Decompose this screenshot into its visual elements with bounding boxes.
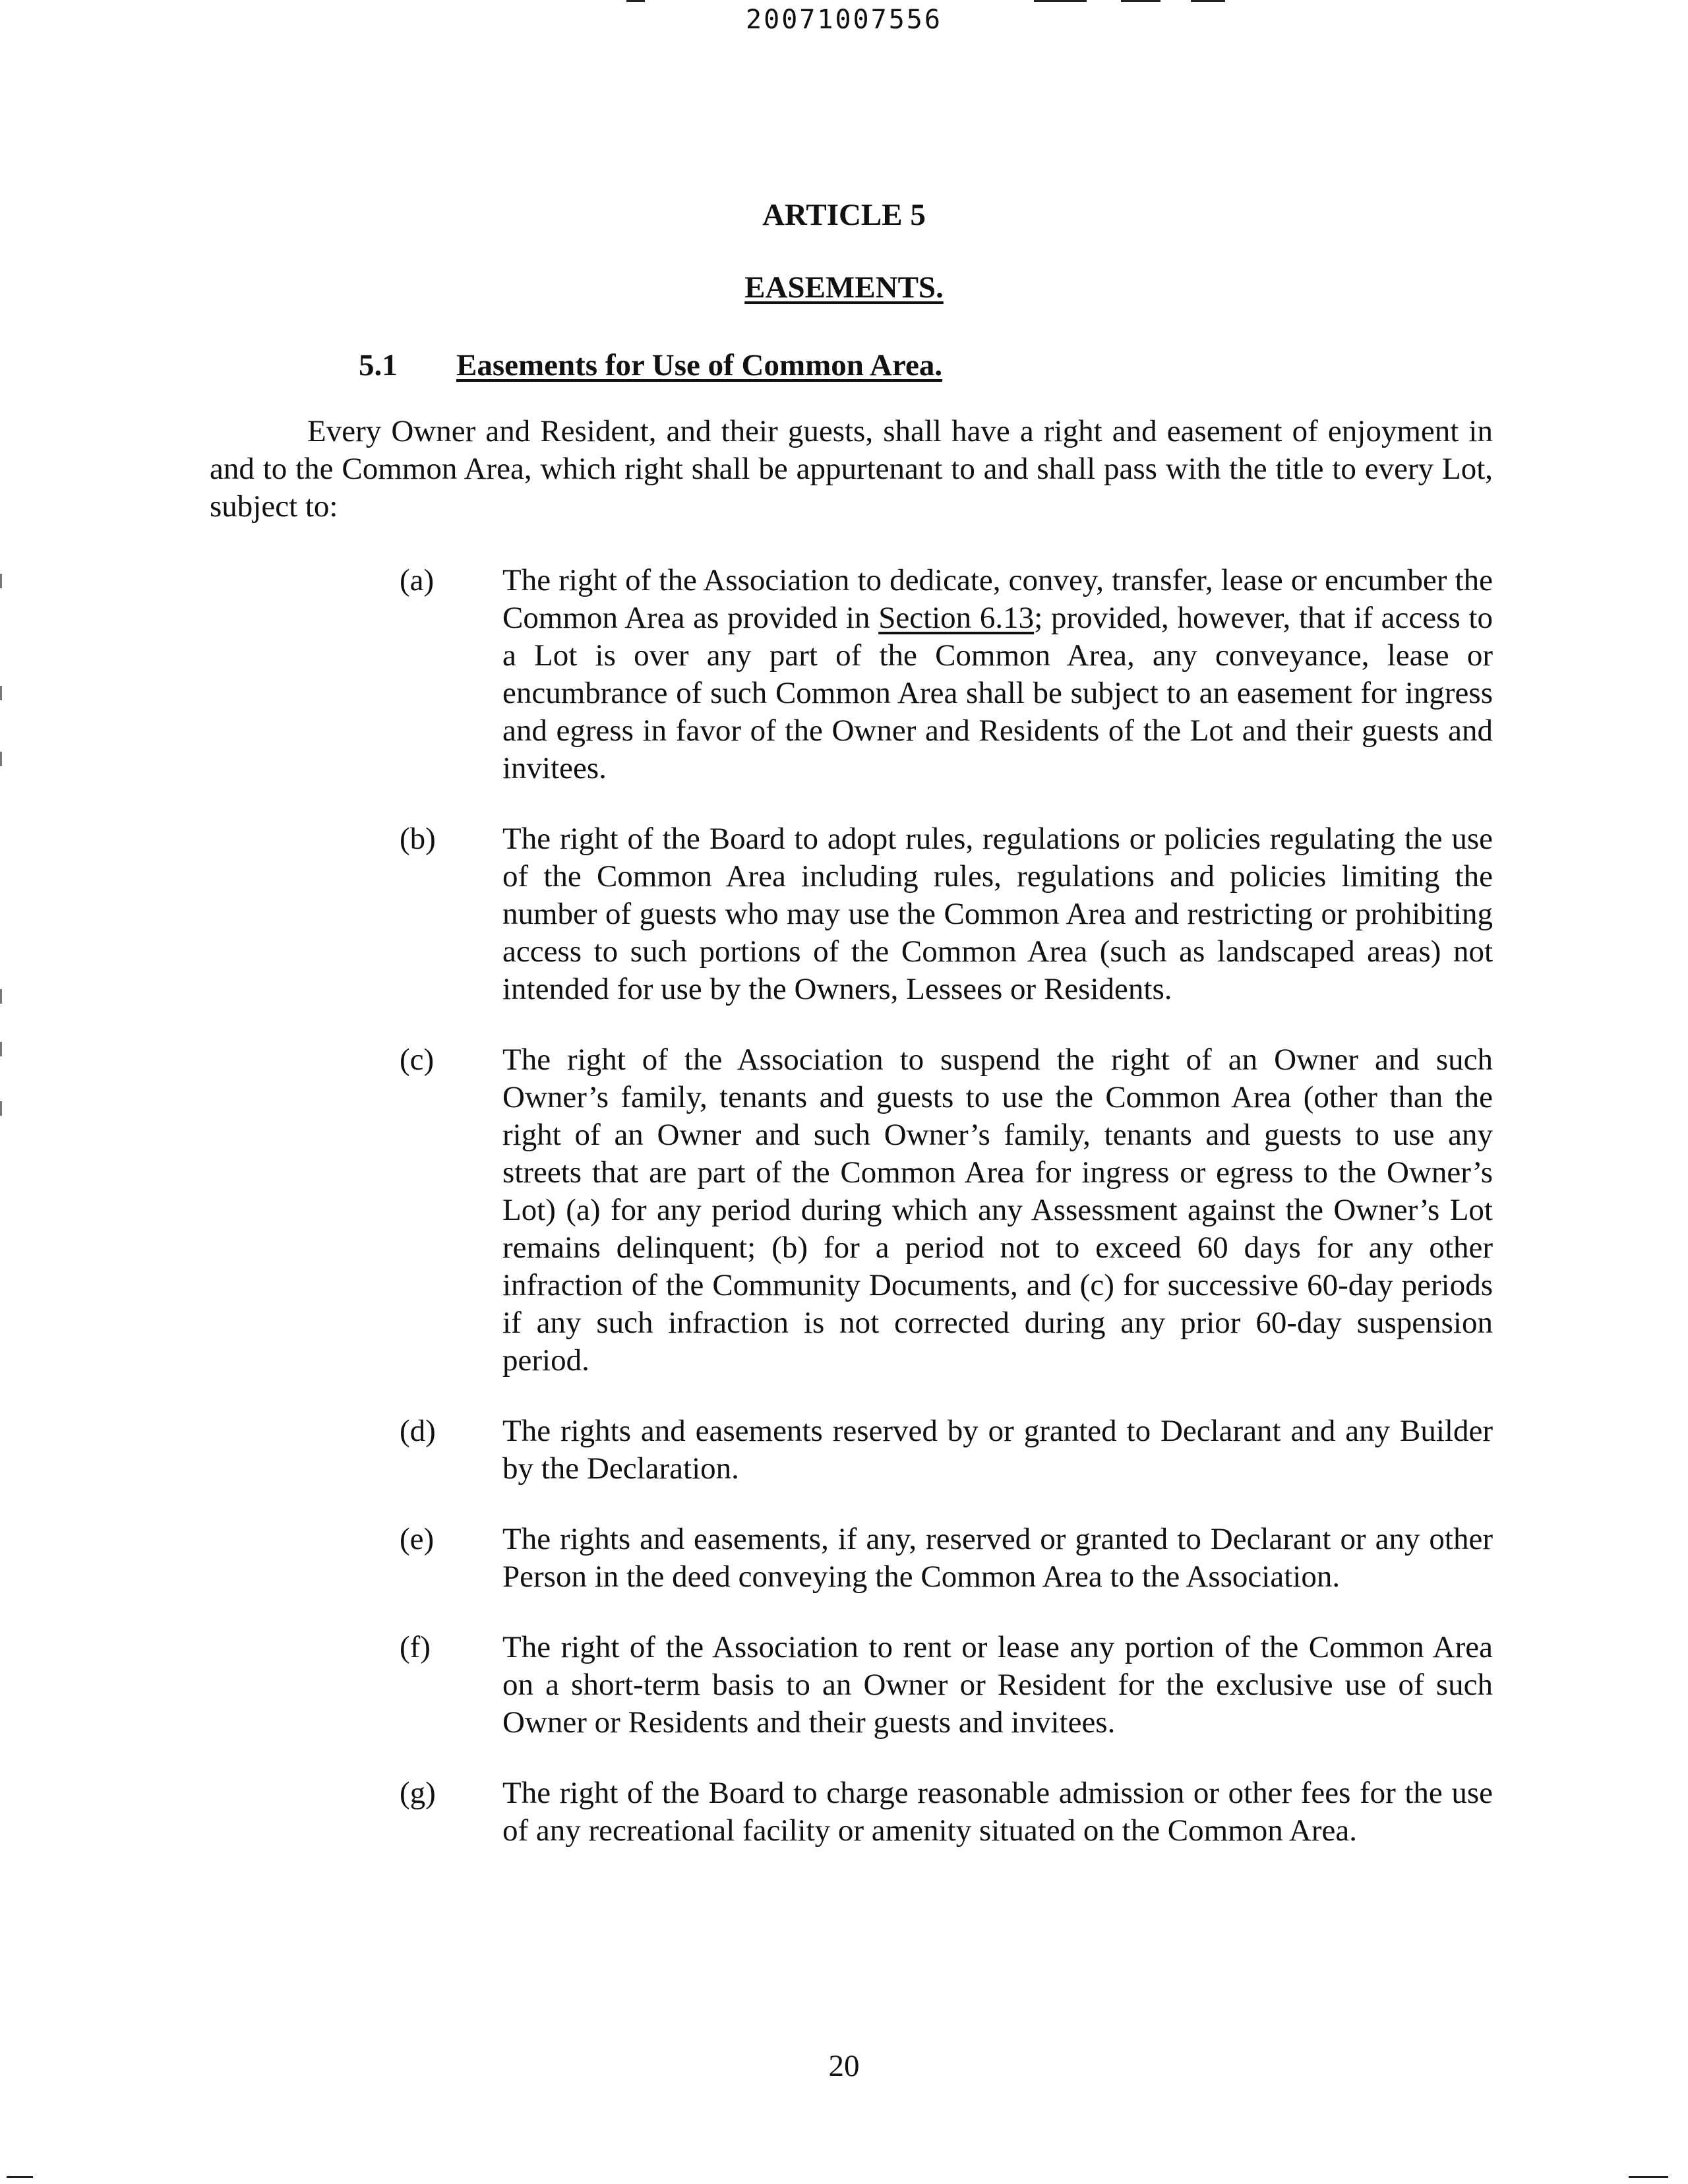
page-number: 20 [828,2049,860,2083]
list-item [0,1774,1688,1850]
list-item-label: (f) [400,1630,431,1664]
list-item-label: (g) [400,1776,436,1810]
list-item [0,1412,1688,1488]
easement-list [0,562,1688,1883]
list-item [0,1041,1688,1380]
list-item-text: The right of the Board to charge reasonable admission or other fees for the use of any recreational facility or amenity situated on the Common Area. [502,1776,1493,1848]
document-number: 20071007556 [746,5,942,35]
list-item-text: The rights and easements, if any, reserved or granted to Declarant or any other Person in the deed conveying the Common Area to the Association. [502,1522,1493,1594]
list-item-text: The right of the Board to adopt rules, regulations or policies regulating the use of the Common Area including rules, regulations and policies limiting the number of guests who may use the Common Area and restricting or prohibiting access to such portions of the Common Area (such as landscaped areas) not intended for use by the Owners, Lessees or Residents. [502,822,1493,1006]
list-item-label: (b) [400,822,436,856]
list-item [0,1521,1688,1596]
list-item-label: (c) [400,1043,435,1077]
list-item [0,820,1688,1008]
scan-mark [7,2176,33,2178]
list-item-text: The right of the Association to rent or lease any portion of the Common Area on a short-term basis to an Owner or Resident for the exclusive use of such Owner or Residents and their guests and invitees. [502,1630,1493,1740]
scan-mark [1191,0,1225,2]
scan-mark [1629,2176,1668,2178]
scan-mark [1034,0,1087,2]
list-item-text-part: ; provided, however, that if access to a Lot is over any part of the Common Area, any conveyance, lease or encumbrance of such Common Area shall be subject to an easement for ingress and egress in favor of the Owner and Residents of the Lot and their guests and invitees. [502,601,1493,785]
list-item-label: (a) [400,563,435,597]
list-item-text [502,562,1493,787]
article-title: ARTICLE 5 [762,198,926,232]
section-reference-link: Section 6.13 [878,601,1035,635]
list-item-text: The rights and easements reserved by or granted to Declarant and any Builder by the Declaration. [502,1414,1493,1486]
intro-paragraph: Every Owner and Resident, and their guests, shall have a right and easement of enjoyment in and to the Common Area, which right shall be appurtenant to and shall pass with the title to every Lot, subject to: [210,414,1493,524]
subsection-heading [359,347,942,384]
list-item-text: The right of the Association to suspend the right of an Owner and such Owner’s family, tenants and guests to use the Common Area (other than the right of an Owner and such Owner’s family, tenants and guests to use any streets that are part of the Common Area for ingress or egress to the Owner’s Lot) (a) for any period during which any Assessment against the Owner’s Lot remains delinquent; (b) for a period not to exceed 60 days for any other infraction of the Community Documents, and (c) for successive 60-day periods if any such infraction is not corrected during any prior 60-day suspension period. [502,1043,1493,1378]
scan-mark [626,0,645,2]
subsection-number: 5.1 [359,348,398,382]
list-item-label: (d) [400,1414,436,1448]
section-heading: EASEMENTS. [744,270,944,305]
list-item-label: (e) [400,1522,435,1556]
list-item-text-part: The right of the Association to dedicate, convey, transfer, lease or encumber the Common Area as provided in [502,563,1493,635]
list-item [0,562,1688,787]
scan-mark [1121,0,1160,2]
subsection-title: Easements for Use of Common Area. [456,348,943,382]
list-item [0,1629,1688,1742]
